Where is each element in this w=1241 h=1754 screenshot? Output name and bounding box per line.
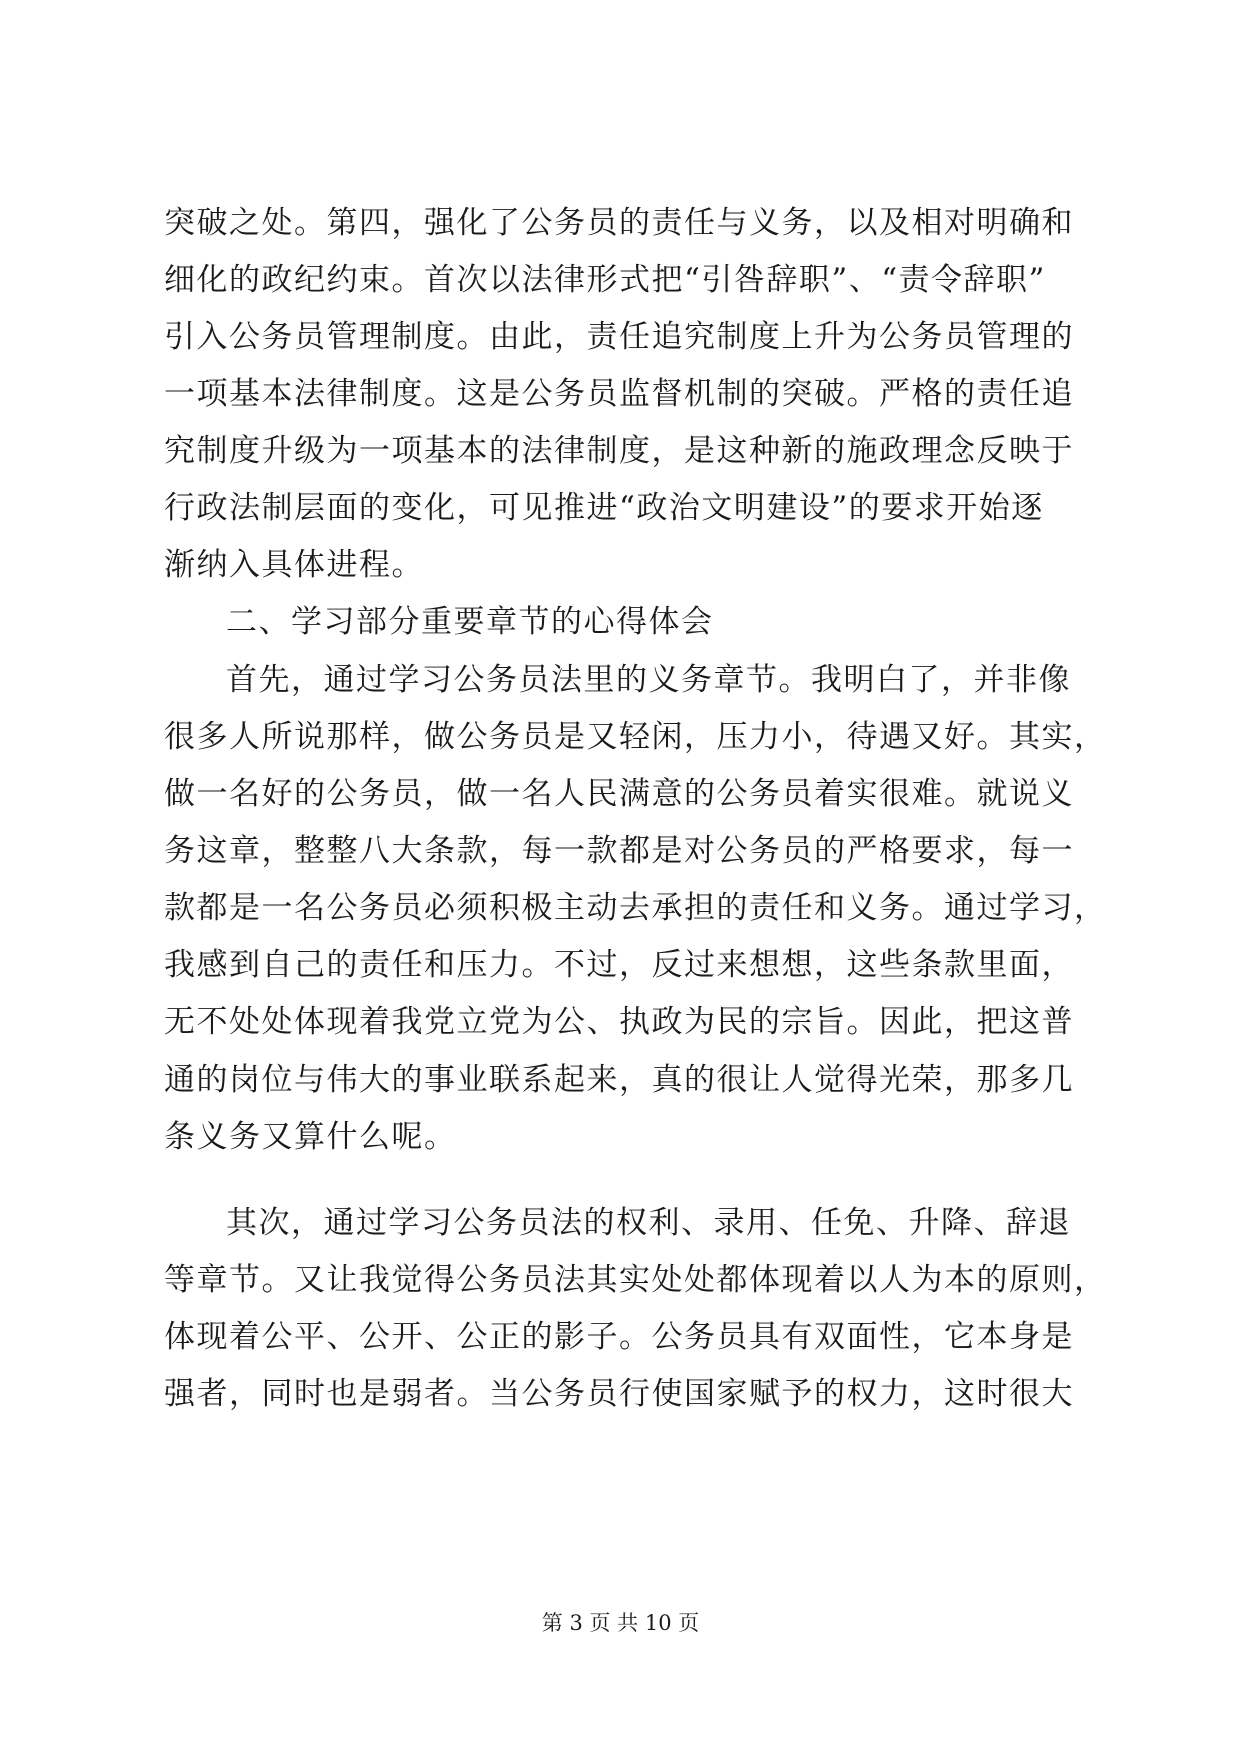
paragraph-line: 等章节。又让我觉得公务员法其实处处都体现着以人为本的原则， (164, 1262, 1107, 1298)
paragraph-line: 行政法制层面的变化，可见推进“政治文明建设”的要求开始逐 (164, 490, 1044, 526)
paragraph-line: 款都是一名公务员必须积极主动去承担的责任和义务。通过学习， (164, 890, 1107, 926)
paragraph-line: 很多人所说那样，做公务员是又轻闲，压力小，待遇又好。其实， (164, 719, 1107, 755)
paragraph-line: 体现着公平、公开、公正的影子。公务员具有双面性，它本身是 (164, 1319, 1074, 1355)
paragraph-line: 其次，通过学习公务员法的权利、录用、任免、升降、辞退 (226, 1205, 1071, 1241)
paragraph-line: 强者，同时也是弱者。当公务员行使国家赋予的权力，这时很大 (164, 1376, 1074, 1412)
page-number-footer: 第 3 页 共 10 页 (541, 1611, 700, 1635)
paragraph-line: 引入公务员管理制度。由此，责任追究制度上升为公务员管理的 (164, 319, 1074, 355)
paragraph-line: 细化的政纪约束。首次以法律形式把“引咎辞职”、“责令辞职” (164, 262, 1046, 298)
section-heading: 二、学习部分重要章节的心得体会 (226, 604, 714, 640)
paragraph-line: 无不处处体现着我党立党为公、执政为民的宗旨。因此，把这普 (164, 1004, 1074, 1040)
paragraph-line: 究制度升级为一项基本的法律制度，是这种新的施政理念反映于 (164, 433, 1074, 469)
paragraph-line: 首先，通过学习公务员法里的义务章节。我明白了，并非像 (226, 662, 1071, 698)
paragraph-line: 我感到自己的责任和压力。不过，反过来想想，这些条款里面， (164, 947, 1074, 983)
paragraph-line: 突破之处。第四，强化了公务员的责任与义务，以及相对明确和 (164, 205, 1074, 241)
paragraph-line: 务这章，整整八大条款，每一款都是对公务员的严格要求，每一 (164, 833, 1074, 869)
paragraph-line: 通的岗位与伟大的事业联系起来，真的很让人觉得光荣，那多几 (164, 1062, 1074, 1098)
paragraph-line: 一项基本法律制度。这是公务员监督机制的突破。严格的责任追 (164, 376, 1074, 412)
paragraph-line: 条义务又算什么呢。 (164, 1119, 457, 1155)
paragraph-line: 渐纳入具体进程。 (164, 547, 424, 583)
paragraph-line: 做一名好的公务员，做一名人民满意的公务员着实很难。就说义 (164, 776, 1074, 812)
